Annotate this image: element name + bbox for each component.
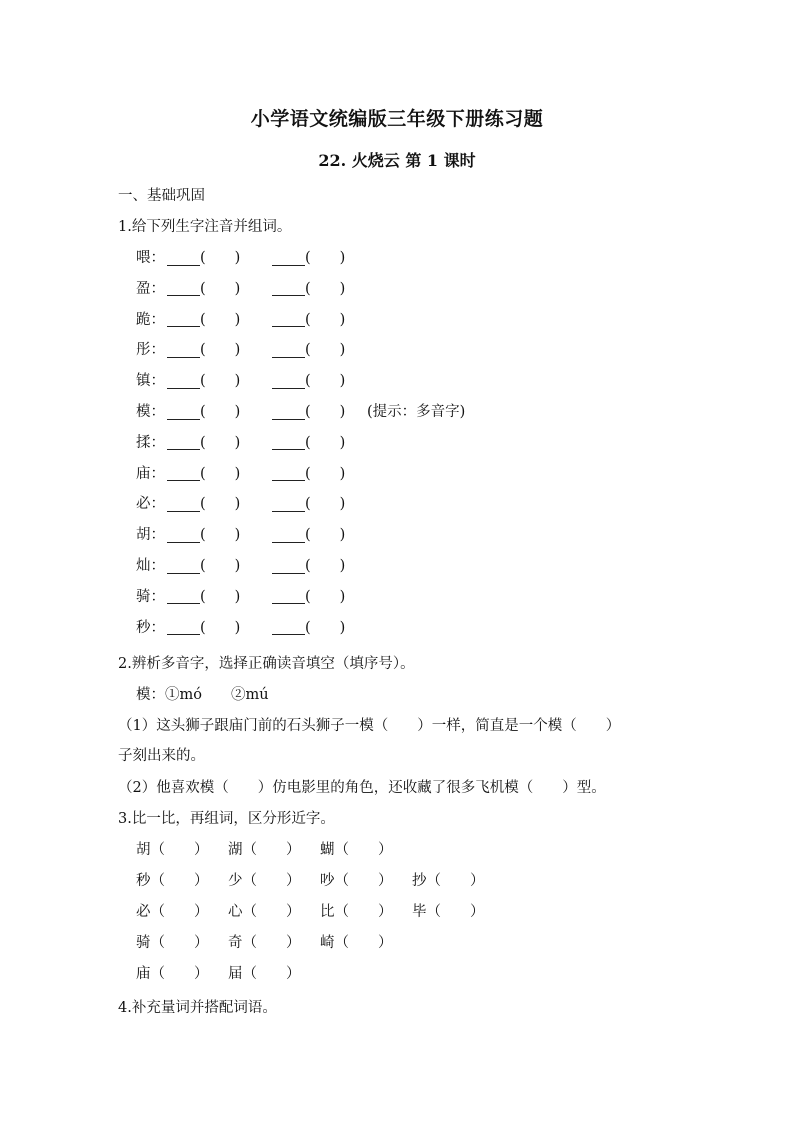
pinyin-row (136, 618, 367, 638)
pinyin-row (136, 464, 367, 484)
pinyin-parentheses[interactable]: ( ) (200, 404, 241, 420)
character-label: 胡： (136, 527, 165, 544)
pinyin-parentheses[interactable]: ( ) (200, 280, 241, 297)
pinyin-parentheses[interactable]: ( ) (200, 558, 241, 574)
word-blank[interactable] (167, 620, 200, 635)
word-blank[interactable] (167, 435, 200, 450)
pinyin-parentheses[interactable]: ( ) (305, 527, 346, 544)
word-blank[interactable] (272, 435, 305, 450)
character-label: 秒： (136, 619, 165, 636)
pinyin-parentheses[interactable]: ( ) (305, 311, 346, 328)
word-blank[interactable] (272, 497, 305, 512)
question-2-prompt: 2.辨析多音字，选择正确读音填空（填序号）。 (118, 656, 415, 672)
pinyin-parentheses[interactable]: ( ) (200, 311, 241, 328)
character-label: 盈： (136, 280, 165, 297)
word-blank[interactable] (167, 374, 200, 389)
compare-item[interactable]: 奇（ ） (228, 935, 301, 951)
compare-item[interactable]: 湖（ ） (228, 842, 301, 858)
compare-row (136, 840, 393, 860)
pinyin-parentheses[interactable]: ( ) (305, 465, 346, 482)
compare-row (136, 933, 393, 953)
compare-item[interactable]: 秒（ ） (136, 873, 209, 889)
pinyin-row (136, 525, 367, 545)
word-blank[interactable] (272, 312, 305, 327)
question-3-prompt: 3.比一比，再组词，区分形近字。 (118, 811, 335, 827)
pinyin-row (136, 587, 367, 607)
compare-item[interactable]: 胡（ ） (136, 842, 209, 858)
pinyin-parentheses[interactable]: ( ) (305, 619, 346, 636)
word-blank[interactable] (272, 405, 305, 420)
pinyin-parentheses[interactable]: ( ) (200, 342, 241, 359)
compare-item[interactable]: 抄（ ） (412, 873, 485, 889)
word-blank[interactable] (167, 589, 200, 604)
pinyin-parentheses[interactable]: ( ) (200, 527, 241, 544)
character-label: 镇： (136, 373, 165, 390)
compare-item[interactable]: 蝴（ ） (320, 842, 393, 858)
pinyin-row (136, 371, 367, 391)
pinyin-parentheses[interactable]: ( ) (305, 373, 346, 390)
word-blank[interactable] (167, 497, 200, 512)
word-blank[interactable] (272, 374, 305, 389)
character-label: 灿： (136, 558, 165, 574)
word-blank[interactable] (272, 528, 305, 543)
compare-row (136, 964, 301, 984)
compare-row (136, 871, 485, 891)
question-1-prompt: 1.给下列生字注音并组词。 (118, 219, 292, 235)
word-blank[interactable] (167, 405, 200, 420)
pinyin-parentheses[interactable]: ( ) (200, 588, 241, 605)
pinyin-parentheses[interactable]: ( ) (305, 588, 346, 605)
word-blank[interactable] (167, 251, 200, 266)
word-blank[interactable] (167, 343, 200, 358)
pinyin-parentheses[interactable]: ( ) (305, 404, 346, 420)
character-label: 庙： (136, 465, 165, 482)
word-blank[interactable] (272, 589, 305, 604)
pinyin-parentheses[interactable]: ( ) (200, 434, 241, 451)
hint-note: (提示：多音字) (367, 404, 466, 420)
question-2-sentence-1-cont: 子刻出来的。 (118, 748, 205, 764)
character-label: 喂： (136, 250, 165, 266)
compare-item[interactable]: 骑（ ） (136, 935, 209, 951)
word-blank[interactable] (272, 281, 305, 296)
compare-item[interactable]: 崎（ ） (320, 935, 393, 951)
compare-item[interactable]: 比（ ） (320, 904, 393, 920)
pinyin-row (136, 310, 367, 330)
compare-item[interactable]: 毕（ ） (412, 904, 485, 920)
question-2-sentence-1: （1）这头狮子跟庙门前的石头狮子一模（ ）一样，简直是一个模（ ） (118, 718, 621, 734)
pinyin-row (136, 433, 367, 453)
pinyin-parentheses[interactable]: ( ) (200, 619, 241, 636)
pinyin-parentheses[interactable]: ( ) (305, 558, 346, 574)
compare-item[interactable]: 少（ ） (228, 873, 301, 889)
compare-item[interactable]: 吵（ ） (320, 873, 393, 889)
character-label: 彤： (136, 342, 165, 359)
word-blank[interactable] (167, 559, 200, 574)
word-blank[interactable] (167, 281, 200, 296)
pinyin-row (136, 279, 367, 299)
lesson-subtitle: 22. 火烧云 第 1 课时 (318, 151, 476, 170)
word-blank[interactable] (272, 343, 305, 358)
page-title: 小学语文统编版三年级下册练习题 (250, 108, 544, 130)
word-blank[interactable] (167, 528, 200, 543)
pinyin-row (136, 248, 367, 268)
pinyin-row (136, 340, 367, 360)
character-label: 揉： (136, 434, 165, 451)
word-blank[interactable] (167, 466, 200, 481)
compare-item[interactable]: 届（ ） (228, 966, 301, 982)
section-heading: 一、基础巩固 (118, 188, 205, 204)
word-blank[interactable] (167, 312, 200, 327)
pinyin-parentheses[interactable]: ( ) (200, 465, 241, 482)
word-blank[interactable] (272, 559, 305, 574)
pinyin-parentheses[interactable]: ( ) (200, 373, 241, 390)
pinyin-row (136, 556, 367, 576)
word-blank[interactable] (272, 251, 305, 266)
character-label: 骑： (136, 588, 165, 605)
pinyin-row (136, 494, 367, 514)
compare-item[interactable]: 心（ ） (228, 904, 301, 920)
pinyin-parentheses[interactable]: ( ) (200, 250, 241, 266)
question-2-sentence-2: （2）他喜欢模（ ）仿电影里的角色，还收藏了很多飞机模（ ）型。 (118, 780, 606, 796)
character-label: 必： (136, 496, 165, 513)
character-label: 跪： (136, 311, 165, 328)
compare-item[interactable]: 必（ ） (136, 904, 209, 920)
word-blank[interactable] (272, 466, 305, 481)
compare-row (136, 902, 485, 922)
compare-item[interactable]: 庙（ ） (136, 966, 209, 982)
pinyin-row (136, 402, 465, 422)
character-label: 模： (136, 404, 165, 420)
pinyin-parentheses[interactable]: ( ) (305, 280, 346, 297)
question-4-prompt: 4.补充量词并搭配词语。 (118, 1000, 277, 1016)
pinyin-parentheses[interactable]: ( ) (200, 496, 241, 513)
pinyin-parentheses[interactable]: ( ) (305, 434, 346, 451)
pinyin-parentheses[interactable]: ( ) (305, 250, 346, 266)
question-2-options: 模：①mó ②mú (136, 687, 269, 703)
pinyin-parentheses[interactable]: ( ) (305, 342, 346, 359)
pinyin-parentheses[interactable]: ( ) (305, 496, 346, 513)
word-blank[interactable] (272, 620, 305, 635)
